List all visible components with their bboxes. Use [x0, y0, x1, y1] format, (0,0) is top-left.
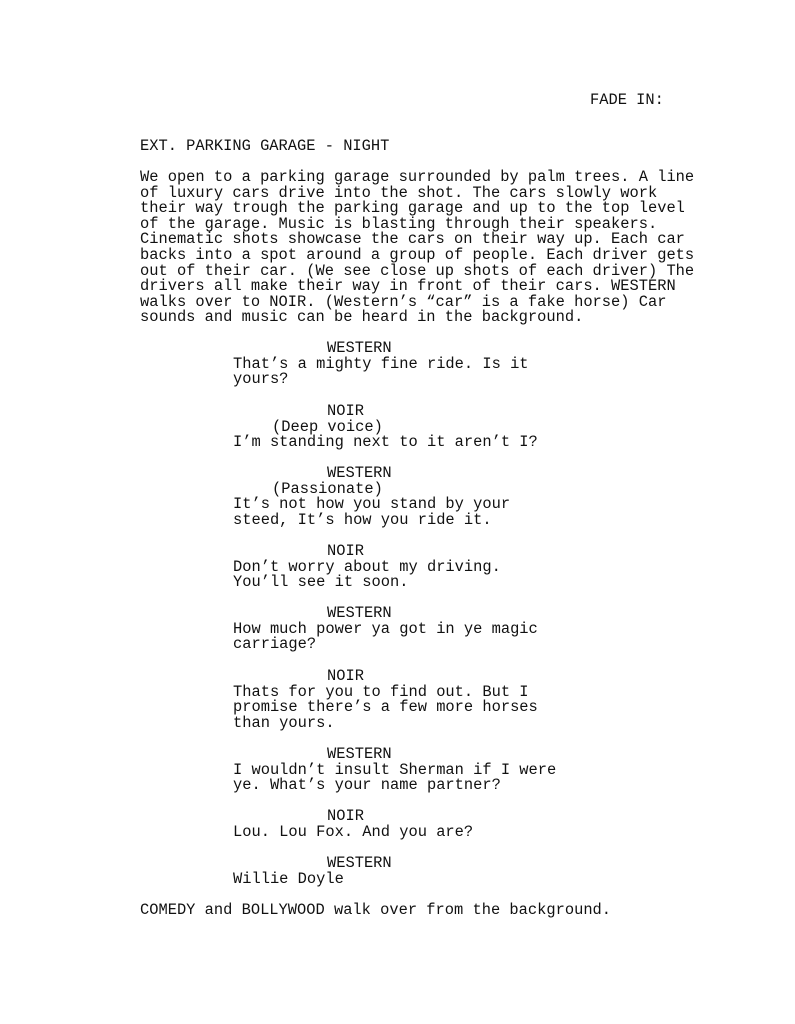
action-line: sounds and music can be heard in the background. [140, 308, 584, 327]
dialogue-line: ye. What’s your name partner? [233, 776, 501, 795]
dialogue-line: Willie Doyle [233, 869, 344, 888]
opening-action-paragraph [140, 170, 700, 326]
action-line: Cinematic shots showcase the cars on their way up. Each car [140, 230, 685, 249]
dialogue-block-western [233, 606, 538, 653]
dialogue-line: Thats for you to find out. But I [233, 682, 529, 701]
parenthetical: (Passionate) [272, 479, 383, 498]
character-name: NOIR [327, 807, 364, 825]
character-name: WESTERN [327, 339, 392, 357]
dialogue-line: How much power ya got in ye magic [233, 619, 538, 638]
character-name: NOIR [327, 402, 364, 420]
dialogue-block-noir [233, 669, 538, 731]
action-line: of luxury cars drive into the shot. The cars slowly work [140, 183, 658, 202]
dialogue-block-western [233, 466, 510, 528]
character-name: WESTERN [327, 854, 392, 872]
dialogue-line: Lou. Lou Fox. And you are? [233, 822, 474, 841]
character-name: WESTERN [327, 745, 392, 763]
dialogue-line: than yours. [233, 713, 335, 732]
closing-action-line: COMEDY and BOLLYWOOD walk over from the background. [140, 901, 612, 919]
transition-fade-in: FADE IN: [590, 91, 664, 109]
parenthetical: (Deep voice) [272, 417, 383, 436]
character-name: NOIR [327, 542, 364, 560]
dialogue-line: yours? [233, 370, 289, 389]
dialogue-block-noir [233, 544, 501, 591]
dialogue-line: It’s not how you stand by your [233, 495, 511, 514]
dialogue-line: promise there’s a few more horses [233, 698, 538, 717]
dialogue-line: Don’t worry about my driving. [233, 557, 501, 576]
character-name: NOIR [327, 667, 364, 685]
dialogue-line: steed, It’s how you ride it. [233, 510, 492, 529]
character-name: WESTERN [327, 604, 392, 622]
dialogue-block-noir [233, 404, 538, 451]
action-line: out of their car. (We see close up shots of each driver) The [140, 261, 695, 280]
dialogue-block-western [233, 747, 556, 794]
action-line: drivers all make their way in front of their cars. WESTERN [140, 277, 676, 296]
dialogue-block-noir [233, 809, 473, 840]
dialogue-line: You’ll see it soon. [233, 573, 409, 592]
scene-heading: EXT. PARKING GARAGE - NIGHT [140, 137, 390, 155]
dialogue-line: I’m standing next to it aren’t I? [233, 433, 538, 452]
action-line: of the garage. Music is blasting through their speakers. [140, 214, 658, 233]
dialogue-line: I wouldn’t insult Sherman if I were [233, 760, 557, 779]
action-line: backs into a spot around a group of people. Each driver gets [140, 245, 695, 264]
dialogue-line: carriage? [233, 635, 317, 654]
action-line: their way trough the parking garage and up to the top level [140, 199, 685, 218]
dialogue-line: That’s a mighty fine ride. Is it [233, 354, 529, 373]
action-line: walks over to NOIR. (Western’s “car” is a fake horse) Car [140, 292, 667, 311]
dialogue-block-western [233, 856, 392, 887]
action-line: We open to a parking garage surrounded by palm trees. A line [140, 168, 695, 186]
character-name: WESTERN [327, 464, 392, 482]
dialogue-block-western [233, 341, 529, 388]
